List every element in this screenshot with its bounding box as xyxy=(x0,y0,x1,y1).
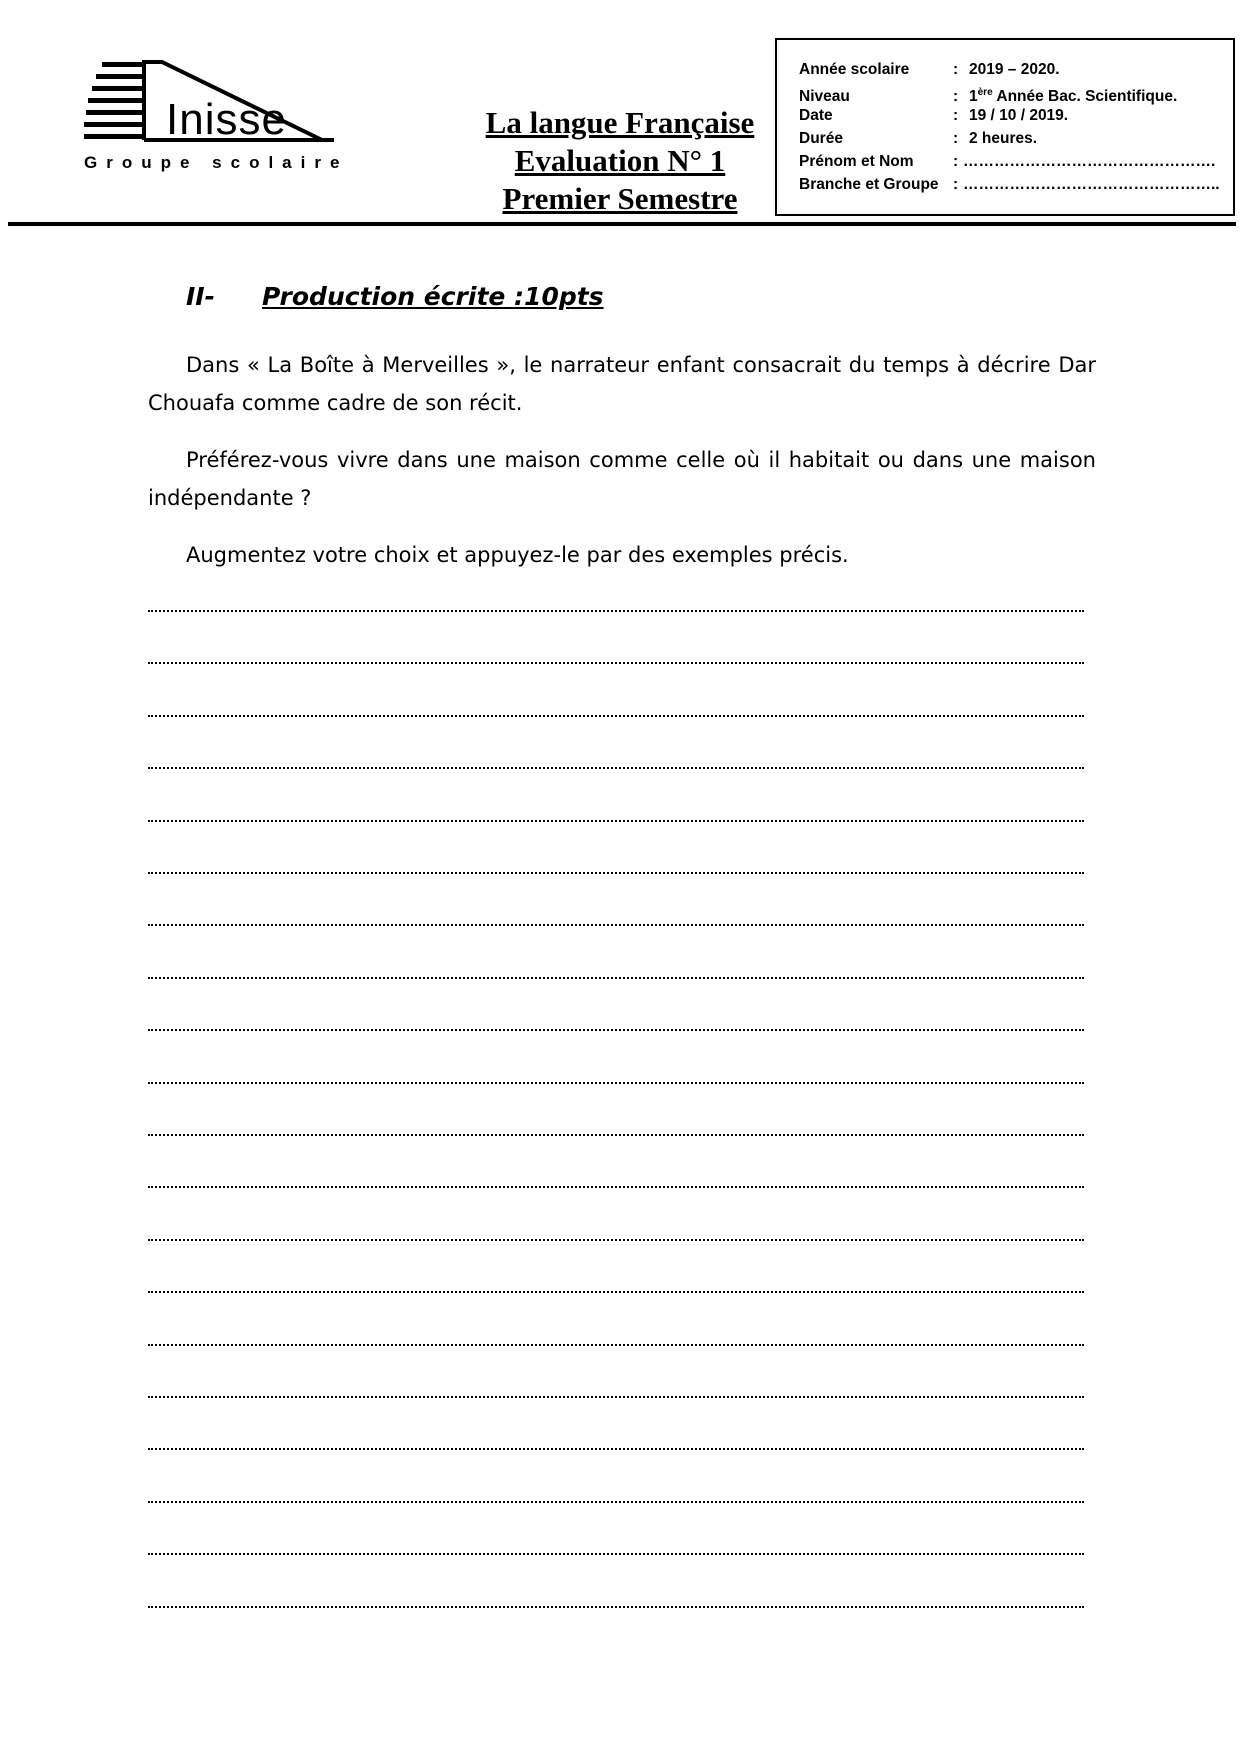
answer-line[interactable] xyxy=(148,1606,1084,1608)
info-row-branche: Branche et Groupe : ………………………………………….. xyxy=(799,176,1220,193)
answer-line[interactable] xyxy=(148,715,1084,717)
answer-line[interactable] xyxy=(148,610,1084,612)
answer-line[interactable] xyxy=(148,820,1084,822)
answer-line[interactable] xyxy=(148,1029,1084,1031)
title-subject: La langue Française xyxy=(485,105,755,140)
answer-line[interactable] xyxy=(148,1134,1084,1136)
answer-line[interactable] xyxy=(148,1291,1084,1293)
answer-line[interactable] xyxy=(148,977,1084,979)
answer-line[interactable] xyxy=(148,1448,1084,1450)
exam-title xyxy=(470,104,770,218)
info-row-date: Date : 19 / 10 / 2019. xyxy=(799,107,1069,124)
info-row-nom: Prénom et Nom : …………………………………………. xyxy=(799,153,1216,170)
section-heading xyxy=(186,280,604,314)
name-field[interactable]: …………………………………………. xyxy=(963,153,1216,170)
title-semester: Premier Semestre xyxy=(502,181,738,216)
prompt-paragraph-3: Augmentez votre choix et appuyez-le par des exemples précis. xyxy=(186,543,849,567)
info-row-annee: Année scolaire : 2019 – 2020. xyxy=(799,61,1060,78)
prompt-paragraph-1: Dans « La Boîte à Merveilles », le narrateur enfant consacrait du temps à décrire Dar Chouafa comme cadre de son récit. xyxy=(148,353,1096,415)
answer-line[interactable] xyxy=(148,1553,1084,1555)
answer-line[interactable] xyxy=(148,1501,1084,1503)
answer-line[interactable] xyxy=(148,662,1084,664)
logo-name: Inisse xyxy=(166,95,287,144)
student-info-box xyxy=(775,38,1235,216)
info-row-duree: Durée : 2 heures. xyxy=(799,130,1038,147)
section-number: II- xyxy=(186,282,215,311)
logo-subtitle: Groupe scolaire xyxy=(84,153,349,172)
group-field[interactable]: ………………………………………….. xyxy=(963,176,1220,193)
answer-line[interactable] xyxy=(148,1082,1084,1084)
answer-line[interactable] xyxy=(148,1186,1084,1188)
answer-line[interactable] xyxy=(148,872,1084,874)
title-evaluation: Evaluation N° 1 xyxy=(514,143,726,178)
prompt-paragraph-2: Préférez-vous vivre dans une maison comme celle où il habitait ou dans une maison indépendante ? xyxy=(148,448,1096,510)
answer-line[interactable] xyxy=(148,924,1084,926)
section-title: Production écrite :10pts xyxy=(262,282,604,311)
answer-line[interactable] xyxy=(148,1396,1084,1398)
header-divider xyxy=(8,222,1236,226)
answer-line[interactable] xyxy=(148,1344,1084,1346)
answer-line[interactable] xyxy=(148,1239,1084,1241)
school-logo xyxy=(84,56,374,172)
answer-line[interactable] xyxy=(148,767,1084,769)
info-row-niveau: Niveau : 1ère Année Bac. Scientifique. xyxy=(799,87,1178,106)
